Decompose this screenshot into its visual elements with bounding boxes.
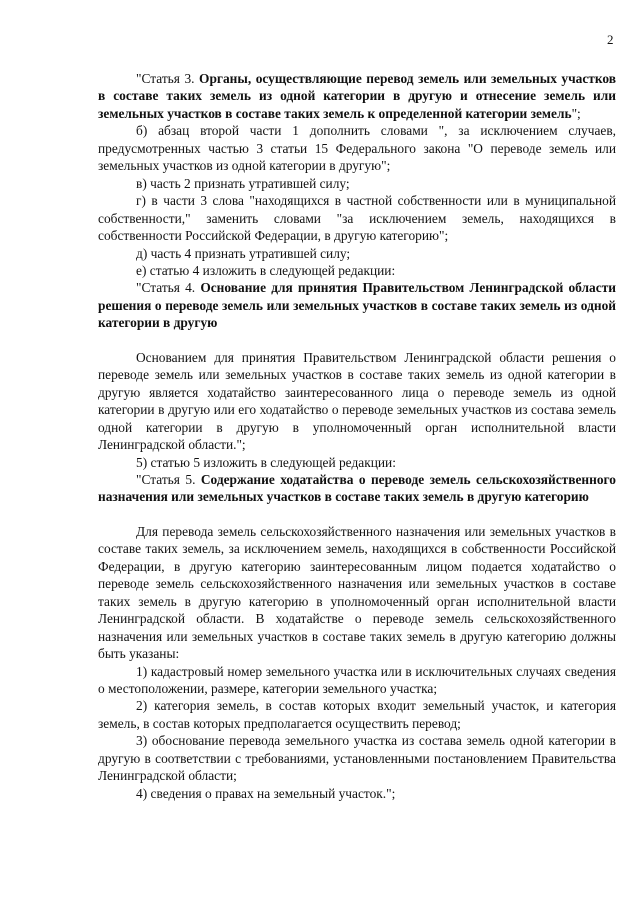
article-3-label: "Статья 3.: [136, 71, 200, 86]
article-4-body: Основанием для принятия Правительством Ленинградской области решения о переводе земель или земельных участков в составе таких земель из одной категории в другую является ходатайство заинтересованного лица о переводе земель из одной категории в другую или его ходатайство о переводе земельных участков из состава земель одной категории в другую в уполномоченный орган исполнительной власти Ленинградской области.";: [98, 349, 616, 453]
article-3-title: Органы, осуществляющие перевод земель или земельных участков в составе таких земель из одной категории в другую и отнесение земель или земельных участков в составе таких земель к определенной категории земель: [98, 71, 616, 121]
amendment-v: в) часть 2 признать утратившей силу;: [136, 175, 350, 191]
article-3-closing: ";: [571, 105, 581, 121]
article-5-title: Содержание ходатайства о переводе земель сельскохозяйственного назначения или земельных участков в составе таких земель в другую категорию: [98, 471, 616, 505]
amendment-g: г) в части 3 слова "находящихся в частной собственности или в муниципальной собственности," заменить словами "за исключением земель, находящихся в собственности Российской Федерации, в другую категорию";: [98, 193, 616, 244]
list-item-4: 4) сведения о правах на земельный участок.";: [136, 785, 396, 801]
amendment-e: е) статью 4 изложить в следующей редакции:: [136, 262, 396, 278]
document-body: [98, 70, 616, 802]
page-number: 2: [607, 32, 614, 47]
article-4-label: "Статья 4.: [136, 280, 201, 296]
article-4-heading: [98, 279, 616, 331]
list-item-1: 1) кадастровый номер земельного участка или в исключительных случаях сведения о местоположении, размере, категории земельного участка;: [98, 663, 616, 696]
article-5-heading: [98, 471, 616, 506]
list-item-3: 3) обоснование перевода земельного участка из состава земель одной категории в другую в соответствии с требованиями, установленными постановлением Правительства Ленинградской области;: [98, 733, 616, 784]
article-5-label: "Статья 5.: [136, 471, 201, 487]
amendment-d: д) часть 4 признать утратившей силу;: [136, 245, 351, 261]
article-5-body: Для перевода земель сельскохозяйственного назначения или земельных участков в составе таких земель, за исключением земель, находящихся в собственности Российской Федерации, в другую категорию заинтересованным лицом подается ходатайство о переводе земель сельскохозяйственного назначения или земельных участков в составе таких земель в другую категорию в уполномоченный орган исполнительной власти Ленинградской области. В ходатайстве о переводе земель сельскохозяйственного назначения или земельных участков в составе таких земель в другую категорию должны быть указаны:: [98, 523, 616, 662]
amendment-5: 5) статью 5 изложить в следующей редакции:: [136, 454, 396, 470]
list-item-2: 2) категория земель, в состав которых входит земельный участок, и категория земель, в состав которых предполагается осуществить перевод;: [98, 698, 616, 731]
article-3-heading: [98, 70, 616, 122]
article-4-title: Основание для принятия Правительством Ленинградской области решения о переводе земель или земельных участков в составе таких земель из одной категории в другую: [98, 280, 616, 331]
amendment-b: б) абзац второй части 1 дополнить словами ", за исключением случаев, предусмотренных частью 3 статьи 15 Федерального закона "О переводе земель или земельных участков из одной категории в другую";: [98, 123, 616, 174]
